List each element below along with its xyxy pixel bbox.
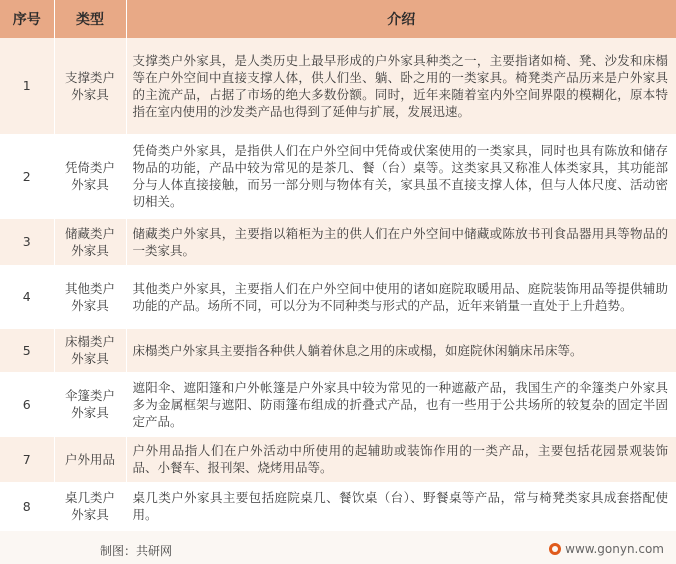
row-no: 1 (0, 38, 54, 134)
header-no: 序号 (0, 0, 54, 38)
source-site (549, 542, 664, 556)
row-no: 2 (0, 134, 54, 218)
credit-text: 制图：共研网 (100, 544, 173, 558)
row-desc: 户外用品指人们在户外活动中所使用的起辅助或装饰作用的一类产品，主要包括花园景观装饰品、小餐车、报刊架、烧烤用品等。 (126, 436, 676, 482)
row-type: 支撑类户外家具 (54, 38, 126, 134)
row-type: 其他类户外家具 (54, 265, 126, 328)
row-desc: 桌几类户外家具主要包括庭院桌几、餐饮桌（台）、野餐桌等产品，常与椅凳类家具成套搭配使用。 (126, 482, 676, 530)
table-row (0, 372, 676, 436)
header-desc: 介绍 (126, 0, 676, 38)
header-type: 类型 (54, 0, 126, 38)
table-row (0, 436, 676, 482)
row-type: 伞篷类户外家具 (54, 372, 126, 436)
gonyn-logo-icon (549, 543, 561, 555)
row-desc: 遮阳伞、遮阳篷和户外帐篷是户外家具中较为常见的一种遮蔽产品，我国生产的伞篷类户外家具多为金属框架与遮阳、防雨篷布组成的折叠式产品，也有一些用于公共场所的较复杂的固定半固定产品。 (126, 372, 676, 436)
row-type: 床榻类户外家具 (54, 328, 126, 372)
row-no: 5 (0, 328, 54, 372)
row-no: 4 (0, 265, 54, 328)
row-type: 凭倚类户外家具 (54, 134, 126, 218)
row-desc: 凭倚类户外家具，是指供人们在户外空间中凭倚或伏案使用的一类家具，同时也具有陈放和储存物品的功能，产品中较为常见的是茶几、餐（台）桌等。这类家具又称准人体类家具，其功能部分与人体直接接触，而另一部分则与物体有关，家具虽不直接支撑人体，但与人体尺度、活动密切相关。 (126, 134, 676, 218)
table-row (0, 265, 676, 328)
row-desc: 支撑类户外家具，是人类历史上最早形成的户外家具种类之一，主要指诸如椅、凳、沙发和床榻等在户外空间中直接支撑人体，供人们坐、躺、卧之用的一类家具。椅凳类产品历来是户外家具的主流产品，占据了市场的绝大多数份额。同时，近年来随着室内外空间界限的模糊化，原本特指在室内使用的沙发类产品也得到了延伸与扩展，发展迅速。 (126, 38, 676, 134)
site-url: www.gonyn.com (565, 542, 664, 556)
row-type: 户外用品 (54, 436, 126, 482)
table-row (0, 218, 676, 265)
row-no: 7 (0, 436, 54, 482)
table-row (0, 134, 676, 218)
table-row (0, 482, 676, 530)
table-row (0, 328, 676, 372)
table-header-row (0, 0, 676, 38)
row-no: 3 (0, 218, 54, 265)
figure-footer (0, 534, 676, 564)
row-no: 8 (0, 482, 54, 530)
row-type: 桌几类户外家具 (54, 482, 126, 530)
row-desc: 床榻类户外家具主要指各种供人躺着休息之用的床或榻，如庭院休闲躺床吊床等。 (126, 328, 676, 372)
row-desc: 储藏类户外家具，主要指以箱柜为主的供人们在户外空间中储藏或陈放书刊食品器用具等物品的一类家具。 (126, 218, 676, 265)
row-no: 6 (0, 372, 54, 436)
row-desc: 其他类户外家具，主要指人们在户外空间中使用的诸如庭院取暖用品、庭院装饰用品等提供辅助功能的产品。场所不同，可以分为不同种类与形式的产品，近年来销量一直处于上升趋势。 (126, 265, 676, 328)
table-row (0, 38, 676, 134)
row-type: 储藏类户外家具 (54, 218, 126, 265)
